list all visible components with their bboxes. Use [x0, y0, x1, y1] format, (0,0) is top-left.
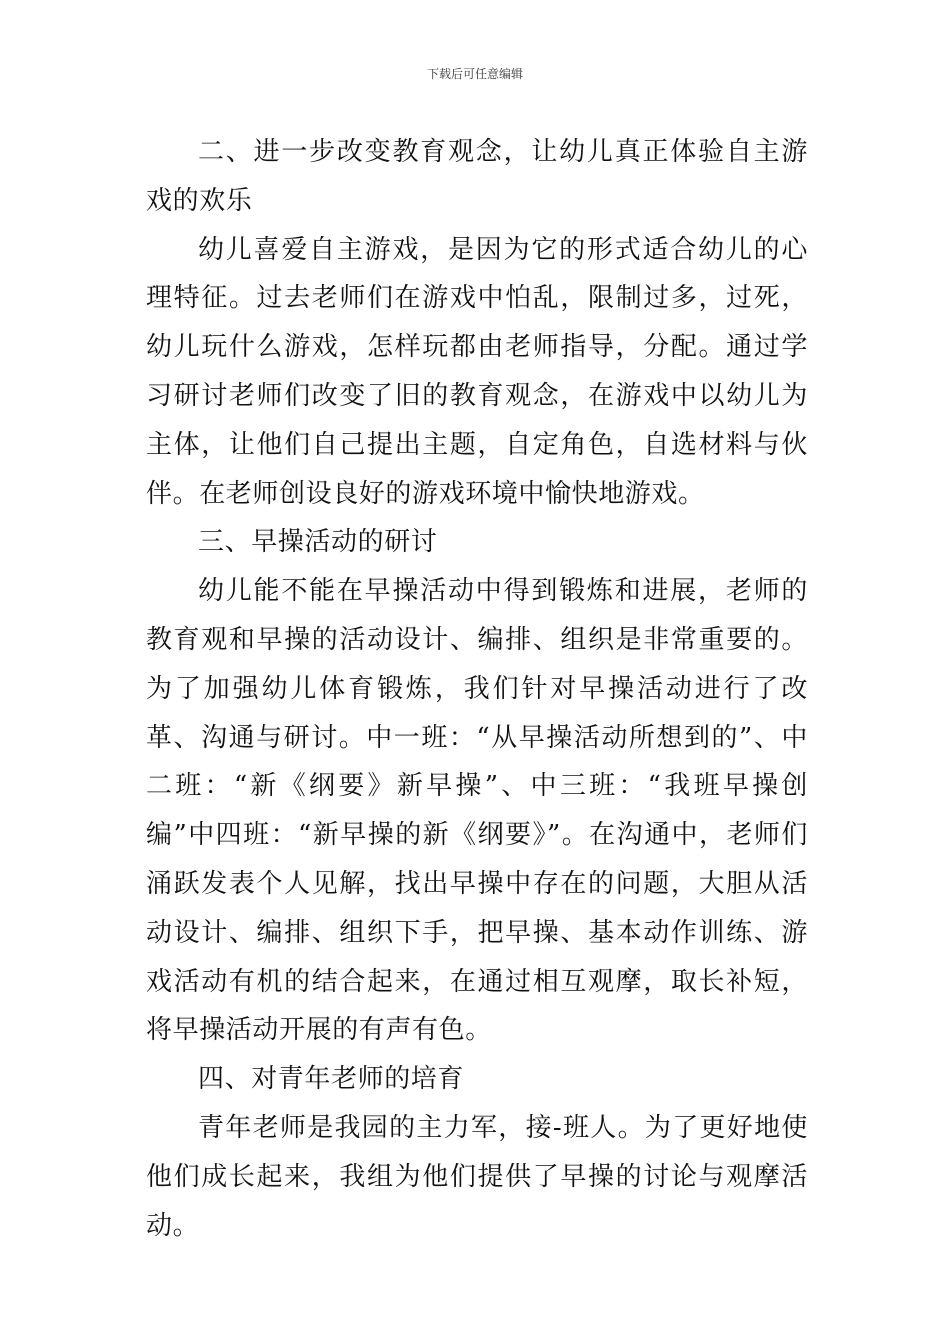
body-paragraph: 青年老师是我园的主力军，接-班人。为了更好地使他们成长起来，我组为他们提供了早操的讨论与观摩活动。 — [146, 1112, 808, 1241]
page-header: 下载后可任意编辑 — [426, 67, 523, 81]
body-paragraph: 幼儿喜爱自主游戏，是因为它的形式适合幼儿的心理特征。过去老师们在游戏中怕乱，限制过多，过死，幼儿玩什么游戏，怎样玩都由老师指导，分配。通过学习研讨老师们改变了旧的教育观念，在游戏中以幼儿为主体，让他们自己提出主题，自定角色，自选材料与伙伴。在老师创设良好的游戏环境中愉快地游戏。 — [146, 234, 808, 509]
section-heading-3: 三、早操活动的研讨 — [198, 527, 438, 558]
section-heading-4: 四、对青年老师的培育 — [198, 1064, 465, 1095]
body-paragraph: 幼儿能不能在早操活动中得到锻炼和进展，老师的教育观和早操的活动设计、编排、组织是非常重要的。为了加强幼儿体育锻炼，我们针对早操活动进行了改革、沟通与研讨。中一班：“从早操活动所想到的”、中二班：“新《纲要》新早操”、中三班：“我班早操创编”中四班：“新早操的新《纲要》”。在沟通中，老师们涌跃发表个人见解，找出早操中存在的问题，大胆从活动设计、编排、组织下手，把早操、基本动作训练、游戏活动有机的结合起来，在通过相互观摩，取长补短，将早操活动开展的有声有色。 — [146, 576, 808, 1046]
section-heading-2: 二、进一步改变教育观念，让幼儿真正体验自主游戏的欢乐 — [146, 137, 808, 216]
document-body — [146, 128, 808, 1250]
